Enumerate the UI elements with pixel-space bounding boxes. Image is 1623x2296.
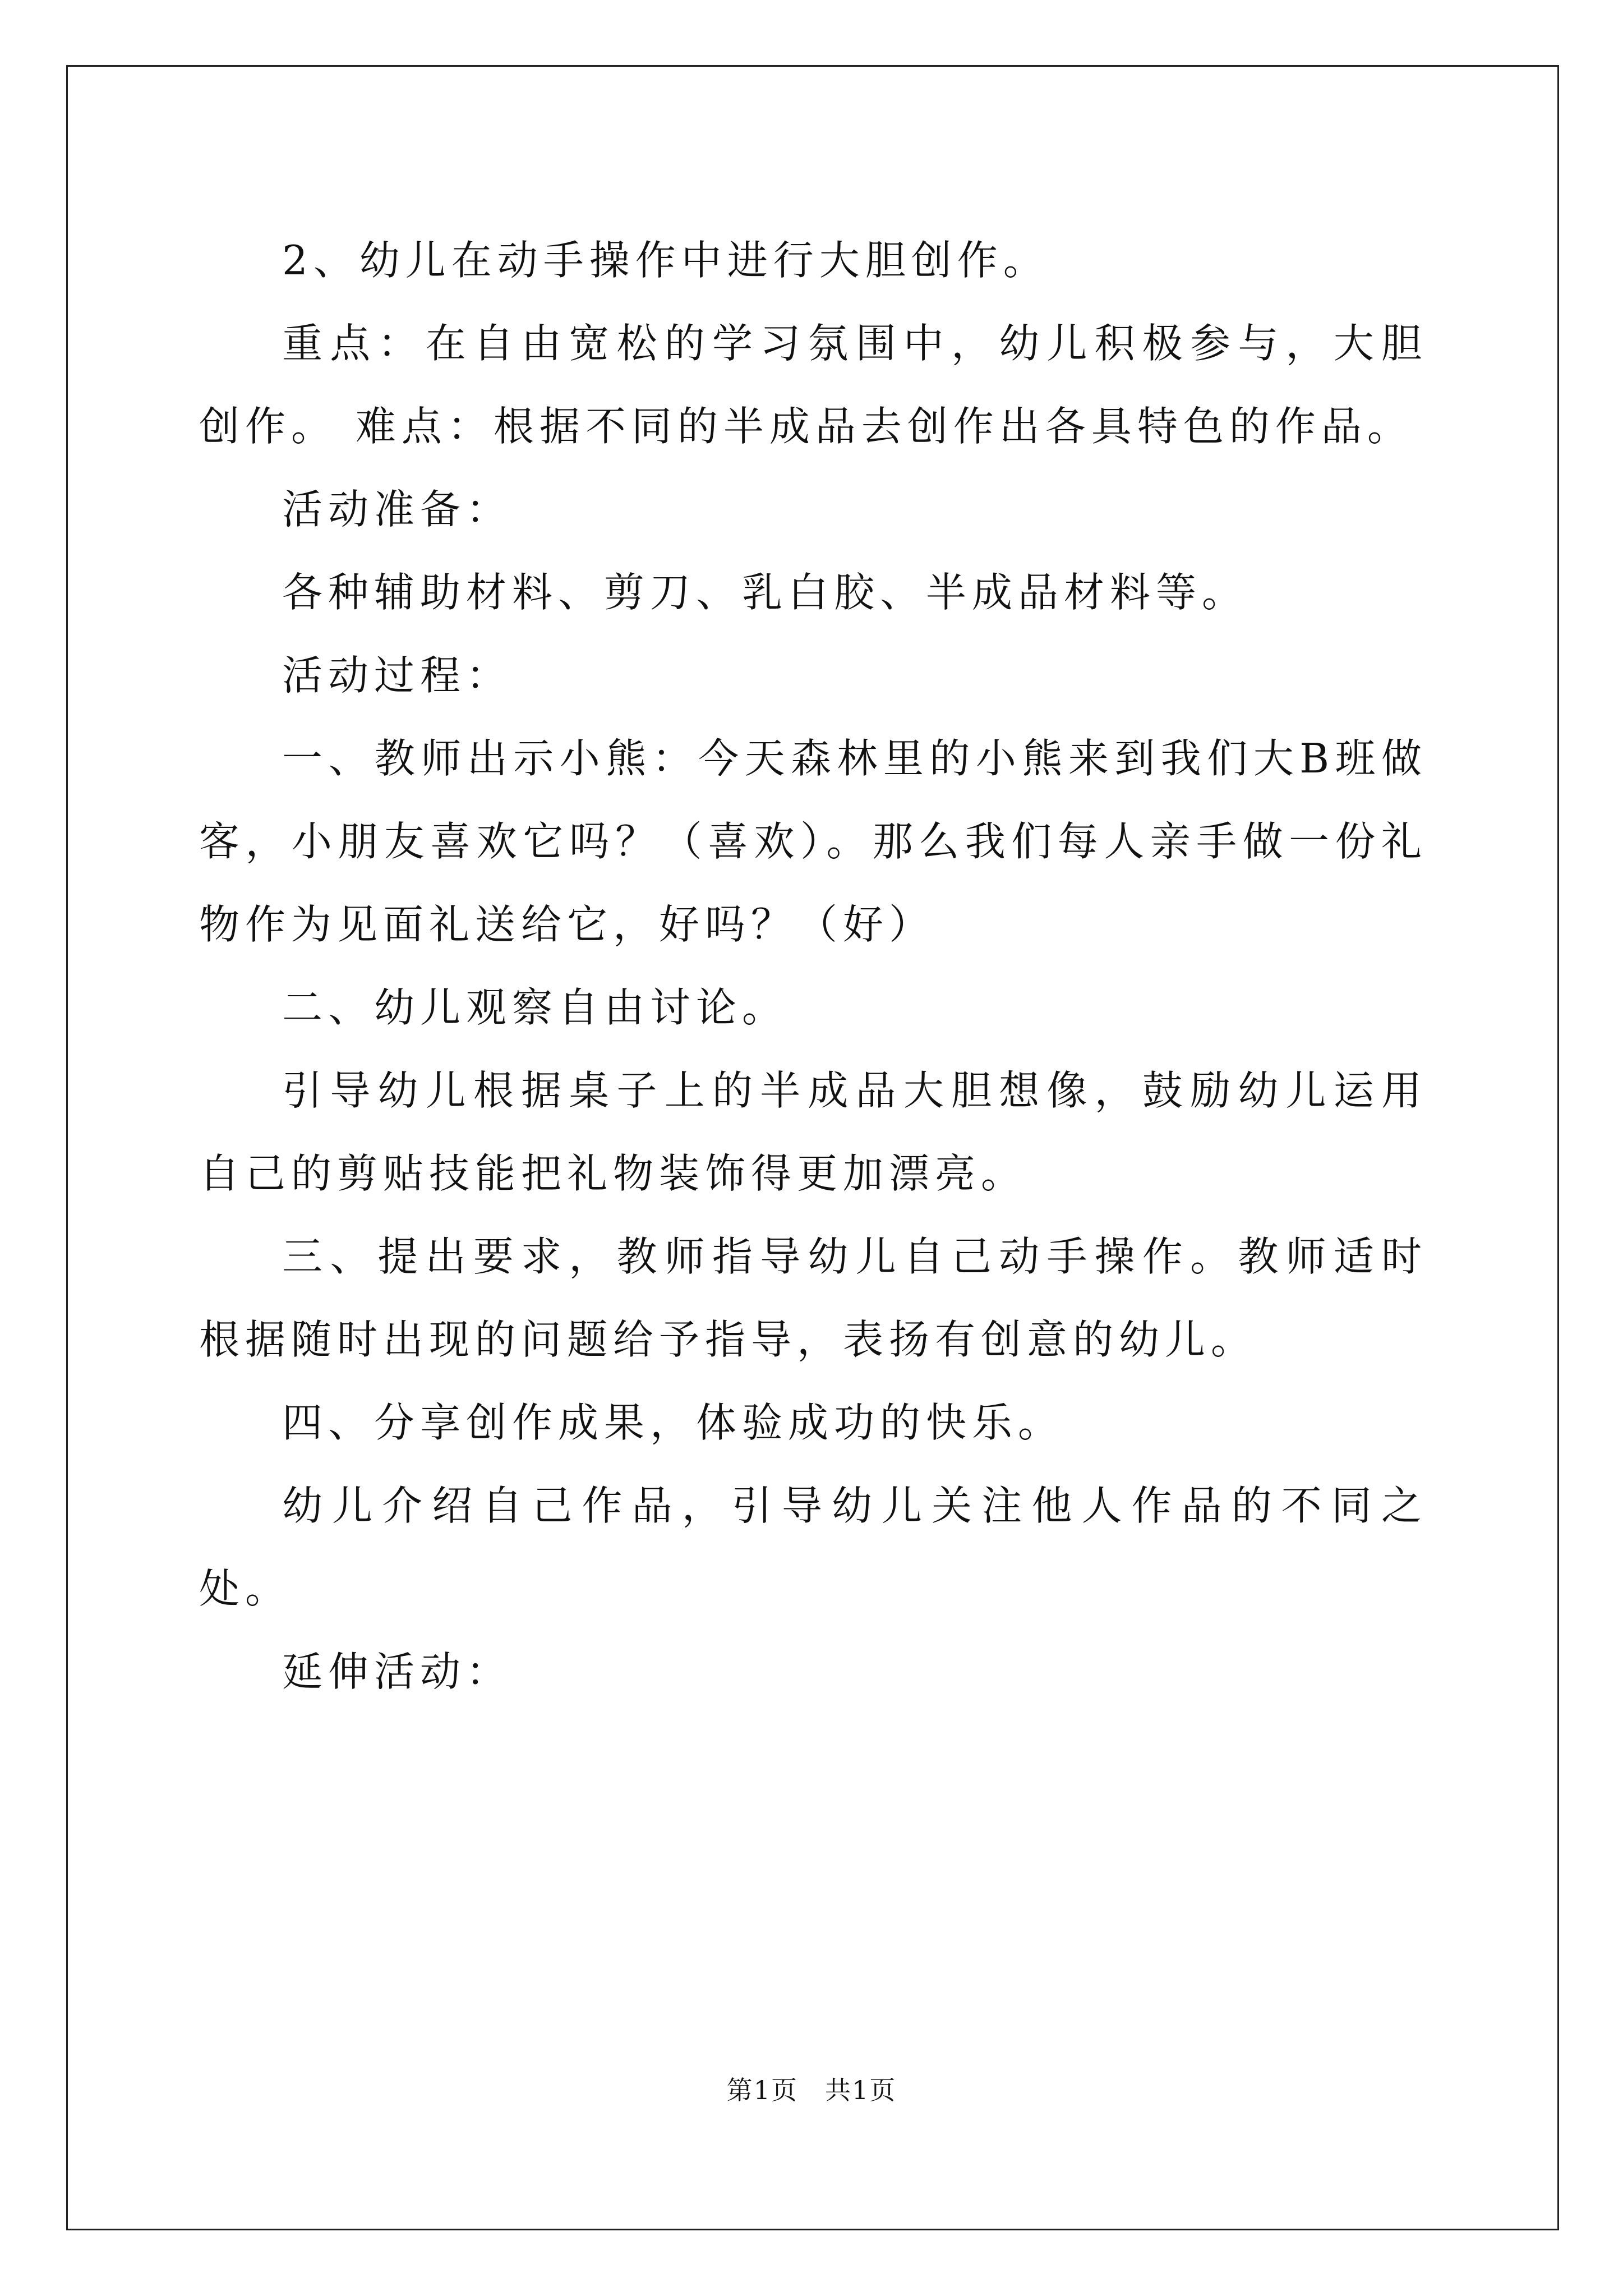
paragraph-step-4-detail: 幼儿介绍自己作品，引导幼儿关注他人作品的不同之处。 [199, 1482, 1427, 1612]
paragraph-step-2: 二、幼儿观察自由讨论。 [282, 984, 789, 1031]
paragraph-key-points: 重点：在自由宽松的学习氛围中，幼儿积极参与，大胆创作。 难点：根据不同的半成品去创作出各具特色的作品。 [199, 320, 1427, 450]
document-body [199, 219, 1427, 1713]
paragraph-preparation-heading: 活动准备： [282, 486, 513, 533]
paragraph-extension-heading: 延伸活动： [282, 1648, 513, 1695]
paragraph-step-4: 四、分享创作成果，体验成功的快乐。 [282, 1399, 1064, 1446]
paragraph-step-2-detail: 引导幼儿根据桌子上的半成品大胆想像，鼓励幼儿运用自己的剪贴技能把礼物装饰得更加漂亮。 [199, 1067, 1427, 1197]
paragraph-step-1: 一、教师出示小熊：今天森林里的小熊来到我们大B班做客，小朋友喜欢它吗？（喜欢）。那么我们每人亲手做一份礼物作为见面礼送给它，好吗？（好） [199, 735, 1427, 948]
paragraph-step-3: 三、提出要求，教师指导幼儿自己动手操作。教师适时根据随时出现的问题给予指导，表扬有创意的幼儿。 [199, 1233, 1427, 1363]
paragraph-goal-2: 2、幼儿在动手操作中进行大胆创作。 [282, 237, 1049, 284]
paragraph-process-heading: 活动过程： [282, 652, 513, 699]
page-footer: 第1页 共1页 [726, 2075, 897, 2105]
paragraph-materials: 各种辅助材料、剪刀、乳白胶、半成品材料等。 [282, 569, 1248, 616]
